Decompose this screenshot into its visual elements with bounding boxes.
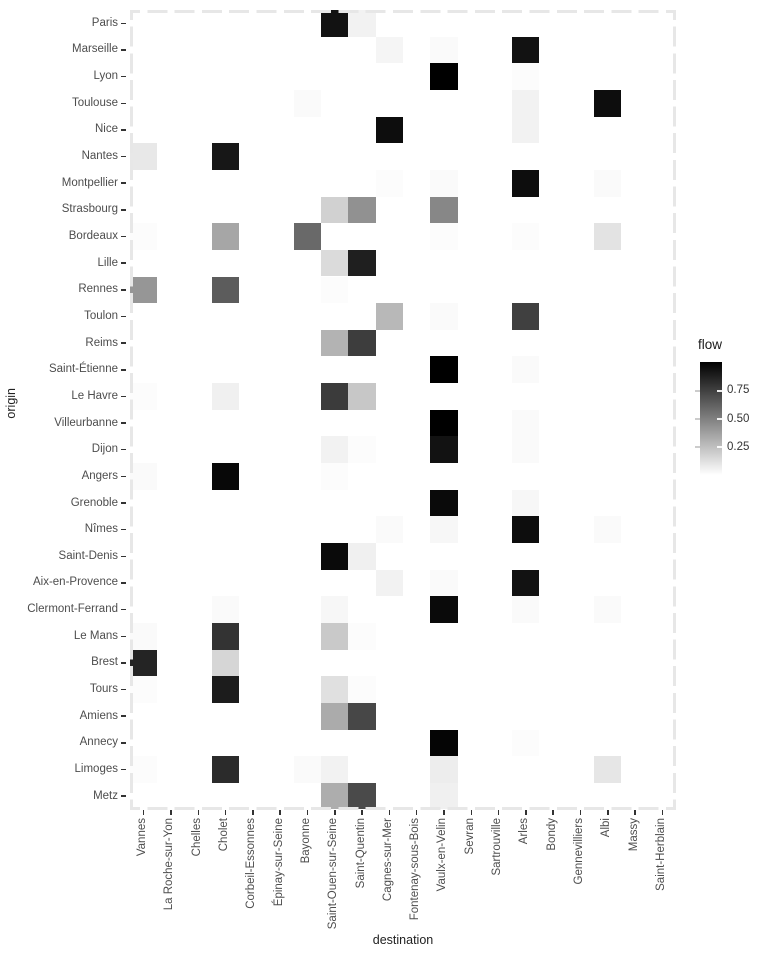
heatmap-cell	[430, 223, 457, 250]
heatmap-cell	[321, 250, 348, 277]
y-axis-label: Tours	[89, 683, 118, 696]
heatmap-cell	[321, 623, 348, 650]
y-axis-tick	[121, 715, 126, 717]
heatmap-cell	[348, 10, 375, 37]
heatmap-cell	[348, 436, 375, 463]
x-axis-label: Vannes	[136, 817, 149, 856]
y-axis-tick	[121, 369, 126, 371]
heatmap-cell	[212, 623, 239, 650]
panel-border-dash	[130, 807, 676, 810]
y-axis-label: Le Mans	[73, 629, 118, 642]
heatmap-cell	[130, 650, 157, 677]
heatmap-cell	[376, 170, 403, 197]
x-axis-tick	[580, 810, 582, 815]
y-axis-title: origin	[4, 387, 18, 419]
heatmap-cell	[321, 756, 348, 783]
heatmap-cell	[212, 383, 239, 410]
x-axis-label: Sevran	[463, 817, 476, 854]
heatmap-cell	[430, 490, 457, 517]
y-axis-label: Nice	[94, 123, 118, 136]
y-axis-label: Reims	[85, 336, 118, 349]
y-axis-label: Angers	[81, 469, 118, 482]
heatmap-cell	[430, 303, 457, 330]
heatmap-cell	[512, 436, 539, 463]
heatmap-cell	[212, 463, 239, 490]
heatmap-cell	[430, 756, 457, 783]
x-axis-tick	[225, 810, 227, 815]
x-axis-label: Saint-Herblain	[654, 817, 667, 891]
heatmap-cell	[430, 596, 457, 623]
x-axis-label: Massy	[627, 817, 640, 851]
heatmap-cell	[430, 730, 457, 757]
heatmap-cell	[430, 436, 457, 463]
x-axis-label: Arles	[518, 817, 531, 844]
y-axis-label: Limoges	[74, 763, 118, 776]
heatmap-cell	[512, 117, 539, 144]
y-axis-tick	[121, 103, 126, 105]
heatmap-cell	[594, 223, 621, 250]
y-axis-tick	[121, 76, 126, 78]
heatmap-cell	[348, 676, 375, 703]
heatmap-cell	[294, 756, 321, 783]
heatmap-cell	[512, 516, 539, 543]
heatmap-cell	[321, 330, 348, 357]
x-axis-label: Épinay-sur-Seine	[272, 817, 285, 906]
y-axis-tick	[121, 449, 126, 451]
heatmap-cell	[321, 436, 348, 463]
heatmap-cell	[430, 197, 457, 224]
y-axis-tick	[121, 582, 126, 584]
heatmap-cell	[348, 330, 375, 357]
heatmap-cell	[512, 356, 539, 383]
heatmap-cell	[348, 543, 375, 570]
legend-tick-mark	[695, 446, 700, 448]
legend-tick-label: 0.50	[727, 412, 750, 425]
heatmap-cell	[594, 516, 621, 543]
x-axis-label: Bondy	[545, 817, 558, 851]
y-axis-label: Dijon	[91, 443, 118, 456]
x-axis-tick	[552, 810, 554, 815]
y-axis-label: Saint-Étienne	[48, 363, 118, 376]
y-axis-label: Le Havre	[71, 389, 118, 402]
heatmap-cell	[430, 170, 457, 197]
y-axis-tick	[121, 262, 126, 264]
heatmap-cell	[430, 356, 457, 383]
y-axis-tick	[121, 422, 126, 424]
heatmap-cell	[321, 197, 348, 224]
x-axis-label: Cagnes-sur-Mer	[381, 817, 394, 901]
y-axis-label: Bordeaux	[68, 230, 118, 243]
x-axis-label: Gennevilliers	[572, 817, 585, 884]
heatmap-cell	[376, 303, 403, 330]
heatmap-cell	[212, 756, 239, 783]
legend-tick-label: 0.75	[727, 384, 750, 397]
y-axis-tick	[121, 662, 126, 664]
heatmap-cell	[348, 703, 375, 730]
y-axis-label: Saint-Denis	[58, 549, 118, 562]
panel-border-dash	[130, 10, 676, 13]
y-axis-tick	[121, 129, 126, 131]
heatmap-cell	[212, 650, 239, 677]
heatmap-cell	[212, 676, 239, 703]
x-axis-label: Bayonne	[299, 817, 312, 863]
heatmap-cell	[321, 463, 348, 490]
y-axis-label: Montpellier	[61, 176, 118, 189]
y-axis-tick	[121, 156, 126, 158]
heatmap-cell	[130, 383, 157, 410]
heatmap-cell	[321, 676, 348, 703]
heatmap-panel	[130, 10, 676, 810]
x-axis-tick	[361, 810, 363, 815]
heatmap-cell	[130, 463, 157, 490]
heatmap-cell	[512, 570, 539, 597]
x-axis-label: Fontenay-sous-Bois	[409, 817, 422, 920]
heatmap-cell	[130, 277, 157, 304]
legend-tick-mark	[717, 418, 723, 420]
y-axis-label: Clermont-Ferrand	[27, 603, 118, 616]
y-axis-tick	[121, 49, 126, 51]
heatmap-cell	[430, 570, 457, 597]
x-axis-label: Vaulx-en-Velin	[436, 817, 449, 891]
y-axis-tick	[121, 689, 126, 691]
heatmap-cell	[130, 143, 157, 170]
x-axis-tick	[170, 810, 172, 815]
panel-border-dash	[673, 10, 676, 810]
heatmap-cell	[321, 703, 348, 730]
y-axis-tick	[121, 556, 126, 558]
y-axis-label: Aix-en-Provence	[32, 576, 118, 589]
heatmap-cell	[594, 90, 621, 117]
heatmap-cell	[376, 570, 403, 597]
x-axis-tick	[443, 810, 445, 815]
y-axis-tick	[121, 769, 126, 771]
y-axis-tick	[121, 396, 126, 398]
y-axis-tick	[121, 342, 126, 344]
heatmap-cell	[512, 170, 539, 197]
heatmap-cell	[594, 170, 621, 197]
heatmap-cell	[512, 596, 539, 623]
x-axis-tick	[607, 810, 609, 815]
x-axis-tick	[416, 810, 418, 815]
x-axis-tick	[498, 810, 500, 815]
y-axis-label: Metz	[93, 789, 118, 802]
x-axis-title: destination	[372, 933, 434, 947]
y-axis-label: Amiens	[79, 709, 118, 722]
heatmap-cell	[430, 516, 457, 543]
heatmap-cell	[512, 90, 539, 117]
y-axis-label: Marseille	[71, 43, 118, 56]
heatmap-cell	[212, 143, 239, 170]
x-axis-tick	[198, 810, 200, 815]
y-axis-label: Toulon	[84, 309, 118, 322]
heatmap-cell	[130, 623, 157, 650]
x-axis-label: Saint-Quentin	[354, 817, 367, 888]
heatmap-cell	[430, 783, 457, 810]
heatmap-cell	[512, 223, 539, 250]
heatmap-cell	[376, 516, 403, 543]
heatmap-cell	[130, 223, 157, 250]
heatmap-cell	[430, 410, 457, 437]
y-axis-label: Paris	[91, 16, 118, 29]
heatmap-cell	[212, 596, 239, 623]
x-axis-label: Saint-Ouen-sur-Seine	[327, 817, 340, 929]
y-axis-tick	[121, 795, 126, 797]
y-axis-tick	[121, 476, 126, 478]
y-axis-tick	[121, 23, 126, 25]
y-axis-tick	[121, 316, 126, 318]
x-axis-tick	[334, 810, 336, 815]
legend-tick-mark	[717, 446, 723, 448]
y-axis-label: Brest	[91, 656, 118, 669]
x-axis-label: Chelles	[190, 817, 203, 856]
heatmap-cell	[294, 90, 321, 117]
y-axis-tick	[121, 502, 126, 504]
legend-tick-label: 0.25	[727, 440, 750, 453]
heatmap-cell	[594, 756, 621, 783]
y-axis-tick	[121, 236, 126, 238]
heatmap-cell	[321, 277, 348, 304]
y-axis-label: Rennes	[78, 283, 118, 296]
y-axis-label: Villeurbanne	[54, 416, 118, 429]
heatmap-cell	[348, 197, 375, 224]
x-axis-tick	[389, 810, 391, 815]
x-axis-label: La Roche-sur-Yon	[163, 817, 176, 910]
x-axis-tick	[471, 810, 473, 815]
heatmap-cell	[430, 63, 457, 90]
heatmap-cell	[294, 223, 321, 250]
heatmap-cell	[512, 730, 539, 757]
heatmap-cell	[212, 223, 239, 250]
heatmap-cell	[512, 410, 539, 437]
y-axis-label: Lille	[97, 256, 118, 269]
heatmap-cell	[348, 623, 375, 650]
heatmap-cell	[512, 303, 539, 330]
y-axis-tick	[121, 609, 126, 611]
y-axis-label: Grenoble	[70, 496, 118, 509]
y-axis-label: Nantes	[81, 150, 118, 163]
y-axis-tick	[121, 529, 126, 531]
x-axis-tick	[143, 810, 145, 815]
legend-tick-mark	[695, 390, 700, 392]
y-axis-tick	[121, 209, 126, 211]
legend-tick-mark	[695, 418, 700, 420]
y-axis-tick	[121, 289, 126, 291]
y-axis-label: Strasbourg	[61, 203, 118, 216]
y-axis-label: Lyon	[93, 70, 118, 83]
heatmap-cell	[130, 756, 157, 783]
y-axis-label: Nîmes	[84, 523, 118, 536]
y-axis-tick	[121, 742, 126, 744]
x-axis-tick	[662, 810, 664, 815]
x-axis-tick	[279, 810, 281, 815]
heatmap-cell	[376, 37, 403, 64]
x-axis-tick	[634, 810, 636, 815]
y-axis-tick	[121, 636, 126, 638]
heatmap-cell	[512, 37, 539, 64]
heatmap-cell	[321, 10, 348, 37]
heatmap-cell	[130, 676, 157, 703]
y-axis-label: Annecy	[79, 736, 118, 749]
x-axis-tick	[252, 810, 254, 815]
x-axis-label: Corbeil-Essonnes	[245, 817, 258, 909]
y-axis-label: Toulouse	[71, 96, 118, 109]
heatmap-cell	[376, 117, 403, 144]
heatmap-cell	[594, 596, 621, 623]
heatmap-cell	[321, 383, 348, 410]
legend-tick-mark	[717, 390, 723, 392]
heatmap-cell	[321, 543, 348, 570]
x-axis-tick	[525, 810, 527, 815]
heatmap-cell	[512, 63, 539, 90]
x-axis-label: Sartrouville	[491, 817, 504, 876]
y-axis-tick	[121, 182, 126, 184]
heatmap-cell	[348, 383, 375, 410]
x-axis-label: Albi	[600, 817, 613, 837]
heatmap-cell	[430, 37, 457, 64]
x-axis-label: Cholet	[218, 817, 231, 851]
heatmap-cell	[348, 783, 375, 810]
heatmap-cell	[512, 490, 539, 517]
legend-title: flow	[698, 337, 723, 352]
x-axis-tick	[307, 810, 309, 815]
heatmap-cell	[321, 783, 348, 810]
heatmap-cell	[212, 277, 239, 304]
heatmap-cell	[348, 250, 375, 277]
heatmap-cell	[321, 596, 348, 623]
